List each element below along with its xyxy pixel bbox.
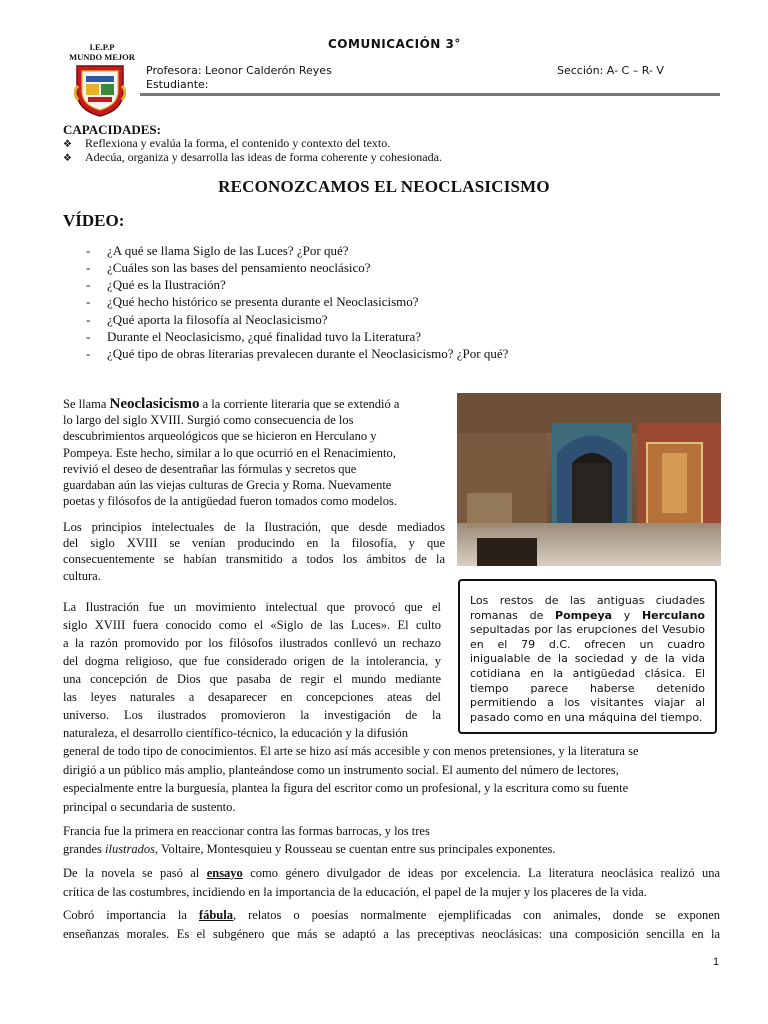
term-herculano: Herculano [641, 608, 705, 622]
paragraph-ensayo: De la novela se pasó al ensayo como género divulgador de ideas por excelencia. La literatura neoclásica realizó una crítica de las costumbres, incidiendo en la importancia de la educación, el papel de la mujer y los placeres de la vida. [63, 866, 720, 899]
paragraph-ilustracion-principios: Los principios intelectuales de la Ilustración, que desde mediados del siglo XVIII se venían producindo en la filosofía, y que consecuentemente se habían transmitido a todos los ámbitos de la cultura. [63, 520, 445, 583]
teacher-name: Profesora: Leonor Calderón Reyes [146, 64, 332, 77]
photo-caption-box: Los restos de las antiguas ciudades romanas de Pompeya y Herculano sepultadas por las erupciones del Vesubio en el 79 d.C. ofrecen un cuadro inigualable de la sociedad y de la vida cotidiana en la antigüedad clásica. El tiempo parece haberse detenido permitiendo a los visitantes viajar al pasado como en una máquina del tiempo. [458, 579, 717, 734]
diamond-bullet-icon: ❖ [63, 139, 72, 150]
school-name: I.E.P.P MUNDO MEJOR [69, 42, 135, 62]
question-item: - ¿Qué es la Ilustración? [86, 277, 226, 292]
video-section-title: VÍDEO: [63, 211, 125, 230]
page-title: RECONOZCAMOS EL NEOCLASICISMO [218, 177, 550, 196]
page-number: 1 [713, 956, 720, 968]
paragraph-neoclasicismo: Se llama Neoclasicismo a la corriente literaria que se extendió a lo largo del siglo XVIII. Surgió como consecuencia de los descubrimientos arqueológicos que se hicieron en Herculano y Pompeya. Este hecho, similar a lo que ocurrió en el Renacimiento, revivió el deseo de desentrañar las fórmulas y secretos que guardaban aún las viejas culturas de Grecia y Roma. Nuevamente poetas y filósofos de la antigüedad fueron tomados como modelos. [63, 396, 400, 509]
paragraph-francia: Francia fue la primera en reaccionar contra las formas barrocas, y los tres grandes ilustrados, Voltaire, Montesquieu y Rousseau se cuentan entre sus principales exponentes. [63, 824, 556, 856]
capacity-item: ❖ Reflexiona y evalúa la forma, el contenido y contexto del texto. [63, 136, 391, 150]
question-item: - ¿Qué hecho histórico se presenta durante el Neoclasicismo? [86, 294, 419, 309]
diamond-bullet-icon: ❖ [63, 153, 72, 164]
question-item: - Durante el Neoclasicismo, ¿qué finalidad tuvo la Literatura? [86, 329, 422, 344]
herculaneum-ruins-photo [457, 393, 721, 566]
capacities-title: CAPACIDADES: [63, 122, 161, 137]
term-pompeya: Pompeya [555, 608, 613, 622]
question-item: - ¿Qué tipo de obras literarias prevalecen durante el Neoclasicismo? ¿Por qué? [86, 346, 509, 361]
paragraph-ilustracion-continued: general de todo tipo de conocimientos. El arte se hizo así más accesible y con menos pretensiones, y la literatura se dirigió a un público más amplio, planteándose como un instrumento social. El aumento del número de lectores, especialmente entre la burguesía, plantea la figura del escritor como un profesional, y la escritura como su fuente principal o secundaria de sustento. [63, 744, 639, 814]
question-item: - ¿A qué se llama Siglo de las Luces? ¿Por qué? [86, 243, 349, 258]
term-neoclasicismo: Neoclasicismo [109, 396, 200, 412]
question-item: - ¿Cuáles son las bases del pensamiento neoclásico? [86, 260, 371, 275]
term-ensayo: ensayo [206, 866, 243, 880]
capacity-item: ❖ Adecúa, organiza y desarrolla las ideas de forma coherente y cohesionada. [63, 150, 442, 164]
paragraph-ilustracion: La Ilustración fue un movimiento intelectual que provocó que el siglo XVIII fuera conocido como el «Siglo de las Luces». El culto a la razón promovido por los filósofos ilustrados conllevó un rechazo del dogma religioso, que fue considerado origen de la intolerancia, y una concepción de Dios que pasaba de regir el mundo mediante las leyes naturales a desaparecer en concepciones ateas del universo. Los ilustrados promovieron la investigación de la naturaleza, el desarrollo científico-técnico, la educación y la difusión [63, 600, 441, 740]
course-title: COMUNICACIÓN 3° [328, 37, 461, 51]
paragraph-fabula: Cobró importancia la fábula, relatos o poesías normalmente ejemplificadas con animales, donde se exponen enseñanzas morales. Es el subgénero que más se adaptó a las preceptivas neoclásicas: una composición sencilla en la [63, 908, 720, 941]
header-divider [140, 93, 720, 96]
section-info: Sección: A- C – R- V [557, 64, 664, 77]
school-crest-logo [74, 62, 126, 118]
student-label: Estudiante: [146, 78, 209, 91]
question-item: - ¿Qué aporta la filosofía al Neoclasicismo? [86, 312, 328, 327]
term-fabula: fábula [198, 908, 233, 922]
